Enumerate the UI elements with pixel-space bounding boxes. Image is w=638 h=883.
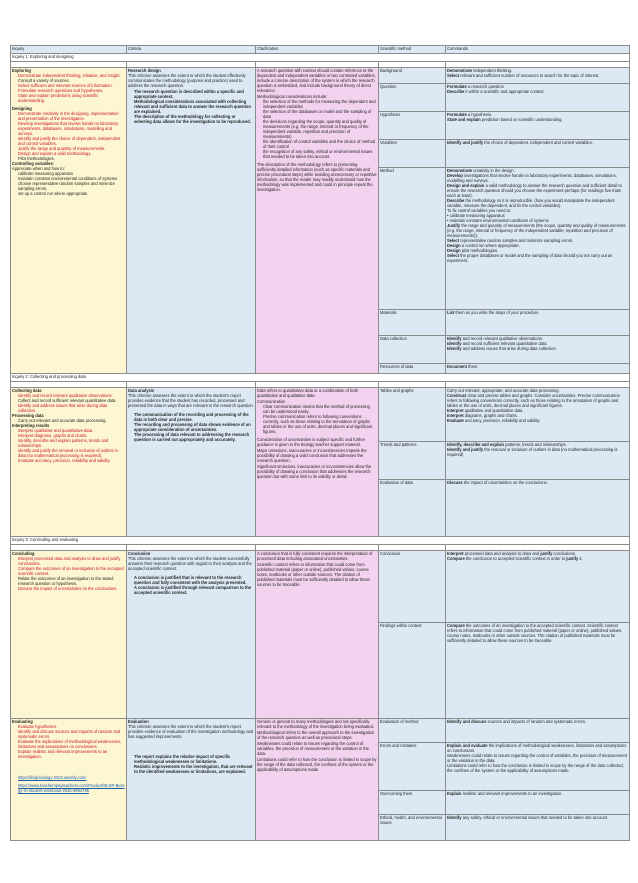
designing-item: • Demonstrate creativity in the designing, implementation and presentation of the investigation. bbox=[18, 111, 125, 121]
commands-cell: Demonstrate creativity in the design. Develop investigations that involve hands-on laboratory experiments, databases, simulations, modelling and surveys. Design and explain a valid methodology to answer the research question and sufficient detail to ensure the research question should you choose the experiment perhaps (for readings five trials each at least). Describe the methodology so it is reproducible. (how you would manipulate the independent variable, measure the dependent, and fix the control variables). To fix control variables you need to: • calibrate measuring apparatus • maintain constant environmental conditions of systems Justify the range and quantity of measurements (the scope, quantity and quality of measurements (e.g. the range, interval or frequency of the independent variable, repetition and precision of measurements)). Select representative random samples and minimize sampling errors. Design a control run where appropriate. Design pilot methodologies. Select the proper databases or model and the sampling of data should you not carry out an experiment. bbox=[446, 168, 630, 310]
evaluating-item: • Evaluate hypotheses. bbox=[18, 724, 125, 729]
clarification-paragraph: Generic is general to many methodologies and not specifically relevant to the methodology of the investigation being evaluated. bbox=[257, 719, 374, 729]
commands-cell: Identify, describe and explain patterns, trends and relationships. Identify and justify the removal or inclusion of outliers in data (no mathematical processing is required) bbox=[446, 442, 630, 480]
interpreting-item: • Evaluate accuracy, precision, reliability and validity. bbox=[18, 458, 125, 463]
exploring-list bbox=[12, 73, 125, 103]
conclusion-criteria-cell bbox=[127, 551, 256, 719]
commands-cell: Compare the outcomes of an investigation to the accepted scientific context. Scientific context refers to information that could come from published material (paper or online), published values, course notes, textbooks or other outside sources. The citation of published materials must be sufficiently detailed to allow these sources to be traceable. bbox=[446, 623, 630, 719]
commands-cell: Explain realistic and relevant improvements to an investigation. bbox=[446, 791, 630, 815]
method-cell: Trends and patterns bbox=[379, 442, 446, 480]
concluding-title: Concluding bbox=[12, 551, 35, 556]
method-cell: Variables bbox=[379, 140, 446, 168]
commands-cell: List them as you write the steps of your procedure bbox=[446, 310, 630, 336]
clarification-item: • the selection of the methods for measuring the dependent and independent variables bbox=[263, 99, 377, 109]
clarification-paragraph: A conclusion that is fully consistent requires the interpretation of processed data including associated uncertainties. bbox=[257, 551, 373, 561]
controlling-variables-list bbox=[12, 171, 125, 196]
clarification-item: • the identification of control variables and the choice of method of their control bbox=[263, 139, 377, 149]
processing-title: Processing data bbox=[12, 413, 44, 418]
header-clarification: Clarification bbox=[256, 46, 379, 54]
collecting-list bbox=[12, 393, 125, 413]
interpreting-item: • Interpret qualitative and quantitative data. bbox=[18, 428, 125, 433]
concluding-item: • Compare the outcomes of an investigation to the accepted scientific context. bbox=[18, 566, 125, 576]
criteria-item: • The research question is described within a specific and appropriate context. bbox=[134, 89, 254, 99]
collecting-item: • Collect and record sufficient relevant quantitative data. bbox=[18, 398, 125, 403]
designing-item: • Pilot methodologies. bbox=[18, 156, 125, 161]
method-cell: Evaluation of method bbox=[379, 719, 446, 743]
collecting-title: Collecting data bbox=[12, 388, 42, 393]
method-cell: Resources of data bbox=[379, 364, 446, 374]
ia-overview-table bbox=[10, 45, 630, 841]
exploring-item: • Select sufficient and relevant sources of information. bbox=[18, 83, 125, 88]
designing-item: • Justify the range and quantity of measurements. bbox=[18, 146, 125, 151]
section-row-inquiry-2 bbox=[11, 374, 630, 382]
criteria-item: • A conclusion is justified through relevant comparison to the accepted scientific context. bbox=[134, 585, 254, 595]
commands-cell: Interpret processed data and analysis to draw and justify conclusions. Compare the conclusion to accepted scientific context in order to justify it. bbox=[446, 551, 630, 623]
clarification-paragraph: Major omissions, inaccuracies or inconsistencies impede the possibility of drawing a valid conclusion that addresses the research question. bbox=[257, 448, 367, 463]
commands-cell: Identify and justify the choice of dependent, independent and control variables. bbox=[446, 140, 630, 168]
clarification-item: • Clear communication means that the method of processing can be understood easily. bbox=[263, 404, 377, 414]
concluding-item: • Discuss the impact of uncertainties on the conclusions. bbox=[18, 586, 125, 591]
exploring-title: Exploring bbox=[12, 68, 31, 73]
inquiry1-clarification-cell bbox=[256, 68, 379, 374]
clarification-item: • the recognition of any safety, ethical or environmental issues that needed to be taken into account. bbox=[263, 149, 377, 159]
commands-cell: Carry out relevant, appropriate, and accurate data processing. Construct clear and precise tables and graphs. Consider uncertainties. Precise communication refers to following conventions correctly, such as those relating to the annotation of graphs and tables or the use of units, decimal places and significant figures. Interpret qualitative and quantitative data. Interpret diagrams, graphs and charts. Evaluate accuracy, precision, reliability and validity. bbox=[446, 388, 630, 442]
clarification-list bbox=[257, 99, 377, 159]
reference-link[interactable]: https://www.teacherspayteachers.com/Product/IB-DP-Biology-IA-student-workbook-2025-9894795 bbox=[18, 783, 125, 793]
method-cell: Method bbox=[379, 168, 446, 310]
method-cell: Findings within context bbox=[379, 623, 446, 719]
criteria-list bbox=[128, 412, 254, 442]
method-cell: Overcoming them bbox=[379, 791, 446, 815]
exploring-item: • Formulate research questions and hypotheses. bbox=[18, 88, 125, 93]
criteria-intro: This criterion assesses the extent to which the student successfully answers their research question with regard to their analysis and the accepted scientific context. bbox=[128, 556, 252, 571]
inquiry2-row-tables bbox=[11, 388, 630, 442]
controlling-variables-intro: Appreciate when and how to: bbox=[12, 166, 65, 171]
evaluating-skills-cell bbox=[11, 719, 127, 841]
section-row-inquiry-1 bbox=[11, 54, 630, 62]
method-cell: Question bbox=[379, 84, 446, 112]
section-title-inquiry-2: Inquiry 2: Collecting and processing data bbox=[11, 374, 630, 382]
criteria-item: • The processing of data relevant to addressing the research question is carried out appropriately and accurately. bbox=[134, 432, 254, 442]
inquiry1-row-background bbox=[11, 68, 630, 84]
header-commands: Commands bbox=[446, 46, 630, 54]
conclusion-clarification-cell bbox=[256, 551, 379, 719]
commands-cell: Identify any safety, ethical or environmental issues that needed to be taken into account. bbox=[446, 815, 630, 841]
header-scientific-method: Scientific method bbox=[379, 46, 446, 54]
interpreting-item: • Identify and justify the removal or inclusion of outliers in data (no mathematical processing is required). bbox=[18, 448, 125, 458]
criteria-list bbox=[128, 89, 254, 124]
commands-cell: Demonstrate independent thinking. Select relevant and sufficient number of resources to search for the topic of interest. bbox=[446, 68, 630, 84]
collecting-item: • Identify and record relevant qualitative observations. bbox=[18, 393, 125, 398]
criteria-title: Conclusion bbox=[128, 551, 151, 556]
evaluating-list bbox=[12, 724, 125, 759]
criteria-list bbox=[128, 754, 254, 774]
clarification-paragraph: Methodological refers to the overall approach to the investigation of the research question as well as procedural steps. bbox=[257, 730, 375, 740]
evaluating-item: • Evaluate the implications of methodological weaknesses, limitations and assumptions on conclusions. bbox=[18, 739, 125, 749]
criteria-title: Evaluation bbox=[128, 719, 149, 724]
method-cell: Data collection bbox=[379, 336, 446, 364]
controlling-variables-title: Controlling variables: bbox=[12, 161, 55, 166]
exploring-item: • Demonstrate independent thinking, initiative, and insight. bbox=[18, 73, 125, 78]
concluding-item: • Relate the outcomes of an investigation to the stated research question or hypothesis. bbox=[18, 576, 125, 586]
designing-title: Designing bbox=[12, 106, 32, 111]
method-cell: Evaluation of data bbox=[379, 480, 446, 537]
criteria-item: • The description of the methodology for collecting or selecting data allows for the investigation to be reproduced. bbox=[134, 114, 254, 124]
clarification-paragraph: Limitations could refer to how the conclusion is limited in scope by the range of the data collected, the confines of the system or the applicability of assumptions made. bbox=[257, 757, 377, 772]
clarification-item: • the selection of the databases or model and the sampling of data bbox=[263, 109, 377, 119]
commands-cell: Formulate a research question Describe it within a scientific and appropriate context. bbox=[446, 84, 630, 112]
controlling-item: • maintain constant environmental conditions of systems bbox=[18, 176, 125, 181]
criteria-intro: This criterion assesses the extent to which the student effectively communicates the methodology (purpose and practice) used to address the research question. bbox=[128, 73, 246, 88]
evaluating-item: • Identify and discuss sources and impacts of random and systematic errors. bbox=[18, 729, 125, 739]
controlling-item: • calibrate measuring apparatus bbox=[18, 171, 125, 176]
section-row-inquiry-3 bbox=[11, 537, 630, 545]
commands-cell: Identify and discuss sources and impacts of random and systematic errors. bbox=[446, 719, 630, 743]
inquiry2-skills-cell bbox=[11, 388, 127, 537]
evaluation-clarification-cell bbox=[256, 719, 379, 841]
clarification-paragraph: The description of the methodology refers to presenting sufficiently detailed information (such as specific materials and precise procedural steps) while avoiding unnecessary or repetitive information, so that the reader may readily understand how the methodology was implemented and could in principle repeat the investigation. bbox=[257, 162, 377, 192]
criteria-item: • A conclusion is justified that is relevant to the research question and fully consistent with the analysis presented. bbox=[134, 575, 254, 585]
clarification-paragraph: Data refers to quantitative data or a combination of both quantitative and qualitative data. bbox=[257, 388, 359, 398]
criteria-item: • The report explains the relative impact of specific methodological weaknesses or limitations. bbox=[134, 754, 254, 764]
concluding-skills-cell bbox=[11, 551, 127, 719]
criteria-item: • Realistic improvements to the investigation, that are relevant to the identified weaknesses or limitations, are explained. bbox=[134, 764, 254, 774]
inquiry2-clarification-cell bbox=[256, 388, 379, 537]
collecting-item: • Identify and address issues that arise during data collection. bbox=[18, 403, 125, 413]
interpreting-item: • Interpret diagrams, graphs and charts. bbox=[18, 433, 125, 438]
controlling-item: • choose representative random samples and minimize sampling errors. bbox=[18, 181, 125, 191]
commands-cell: Discuss the impact of uncertainties on the conclusions. bbox=[446, 480, 630, 537]
criteria-title: Research design bbox=[128, 68, 161, 73]
method-cell: Ethical, health, and environmental issues bbox=[379, 815, 446, 841]
interpreting-list bbox=[12, 428, 125, 463]
clarification-paragraph: Methodological considerations include: bbox=[257, 94, 328, 99]
method-cell: Tables and graphs bbox=[379, 388, 446, 442]
section-title-inquiry-1: Inquiry 1: Exploring and designing bbox=[11, 54, 630, 62]
inquiry3-row-conclusion bbox=[11, 551, 630, 623]
clarification-paragraph: Communication bbox=[257, 399, 286, 404]
clarification-item: • Precise communication refers to following conventions correctly, such as those relating to the annotation of graphs and tables or the use of units, decimal places and significant figures. bbox=[263, 414, 377, 434]
clarification-paragraph: Scientific context refers to information that could come from published material (paper or online), published values, course notes, textbooks or other outside sources. The citation of published materials must be sufficiently detailed to allow these sources to be traceable. bbox=[257, 562, 370, 587]
inquiry1-skills-cell bbox=[11, 68, 127, 374]
concluding-item: • Interpret processed data and analysis to draw and justify conclusions. bbox=[18, 556, 125, 566]
concluding-list bbox=[12, 556, 125, 591]
interpreting-title: Interpreting results bbox=[12, 423, 50, 428]
clarification-list bbox=[257, 404, 377, 434]
section-title-inquiry-3: Inquiry 3: Concluding and evaluating bbox=[11, 537, 630, 545]
criteria-intro: This criterion assesses the extent to which the student's report provides evidence that the student has recorded, processed and presented the data in ways that are relevant to the research question. bbox=[128, 393, 254, 408]
criteria-intro: This criterion assesses the extent to which the student's report provides evidence of evaluation of the investigation methodology and has suggested improvements. bbox=[128, 724, 254, 739]
criteria-title: Data analysis bbox=[128, 388, 155, 393]
commands-cell: Explain and evaluate the implications of methodological weaknesses, limitations and assumptions on conclusions. Weaknesses could relate to issues regarding the control of variables, the precision of measurement or the variation in the data. Limitations could refer to how the conclusion is limited in scope by the range of the data collected, the confines of the system or the applicability of assumptions made. bbox=[446, 743, 630, 791]
commands-cell: Formulate a hypothesis. State and explain prediction based on scientific understanding. bbox=[446, 112, 630, 140]
header-criteria: Criteria bbox=[127, 46, 256, 54]
clarification-paragraph: Significant omissions, inaccuracies or inconsistencies allow the possibility of drawing a conclusion that addresses the research question but with some limit to its validity or detail. bbox=[257, 464, 372, 479]
header-row bbox=[11, 46, 630, 54]
inquiry3-row-evaluation-method bbox=[11, 719, 630, 743]
clarification-paragraph: A research question with context should contain reference to the dependent and independent variables or two correlated variables, include a concise description of the system in which the research question is embedded, and include background theory of direct relevance. bbox=[257, 68, 376, 93]
evaluation-criteria-cell bbox=[127, 719, 256, 841]
designing-item: • Identify and justify the choice of dependent, independent and control variables. bbox=[18, 136, 125, 146]
criteria-list bbox=[128, 575, 254, 595]
clarification-item: • the decisions regarding the scope, quantity and quality of measurements (e.g. the range, interval or frequency of the independent variable, repetition and precision of measurements) bbox=[263, 119, 377, 139]
clarification-paragraph: Weaknesses could relate to issues regarding the control of variables, the precision of measurement or the variation in the data. bbox=[257, 741, 369, 756]
header-inquiry: Inquiry bbox=[11, 46, 127, 54]
evaluating-item: • Explain realistic and relevant improvements to an investigation. bbox=[18, 749, 125, 759]
criteria-item: • Methodological considerations associated with collecting relevant and sufficient data to answer the research question are explained. bbox=[134, 99, 254, 114]
exploring-item: • Consult a variety of sources. bbox=[18, 78, 125, 83]
inquiry2-criteria-cell bbox=[127, 388, 256, 537]
method-cell: Materials bbox=[379, 310, 446, 336]
method-cell: Conclusion bbox=[379, 551, 446, 623]
clarification-paragraph: Consideration of uncertainties is subject specific and further guidance is given in the Biology teacher support material. bbox=[257, 437, 366, 447]
inquiry1-criteria-cell bbox=[127, 68, 256, 374]
commands-cell: Identify and record relevant qualitative observations. Identify and record sufficient relevant quantitative data. Identify and address issues that arise during data collection. bbox=[446, 336, 630, 364]
interpreting-item: • Identify, describe and explain patterns, trends and relationships. bbox=[18, 438, 125, 448]
commands-cell: Document them. bbox=[446, 364, 630, 374]
designing-item: • Develop investigations that involve hands-on laboratory experiments, databases, simulations, modelling and surveys. bbox=[18, 121, 125, 136]
controlling-item: • set up a control run where appropriate. bbox=[18, 191, 125, 196]
method-cell: Hypothesis bbox=[379, 112, 446, 140]
criteria-item: • The communication of the recording and processing of the data is both clear and precise. bbox=[134, 412, 254, 422]
method-cell: Errors and mistakes bbox=[379, 743, 446, 791]
ia-overview-document bbox=[10, 45, 629, 841]
designing-item: • Design and explain a valid methodology. bbox=[18, 151, 125, 156]
designing-list bbox=[12, 111, 125, 161]
criteria-item: • The recording and processing of data shows evidence of an appropriate consideration of uncertainties. bbox=[134, 422, 254, 432]
reference-link[interactable]: https://ibdp-biology-2023.weebly.com/ bbox=[18, 775, 87, 780]
exploring-item: • State and explain predictions using scientific understanding. bbox=[18, 93, 125, 103]
processing-item: • Carry out relevant and accurate data processing. bbox=[18, 418, 125, 423]
evaluating-title: Evaluating bbox=[12, 719, 33, 724]
method-cell: Background bbox=[379, 68, 446, 84]
